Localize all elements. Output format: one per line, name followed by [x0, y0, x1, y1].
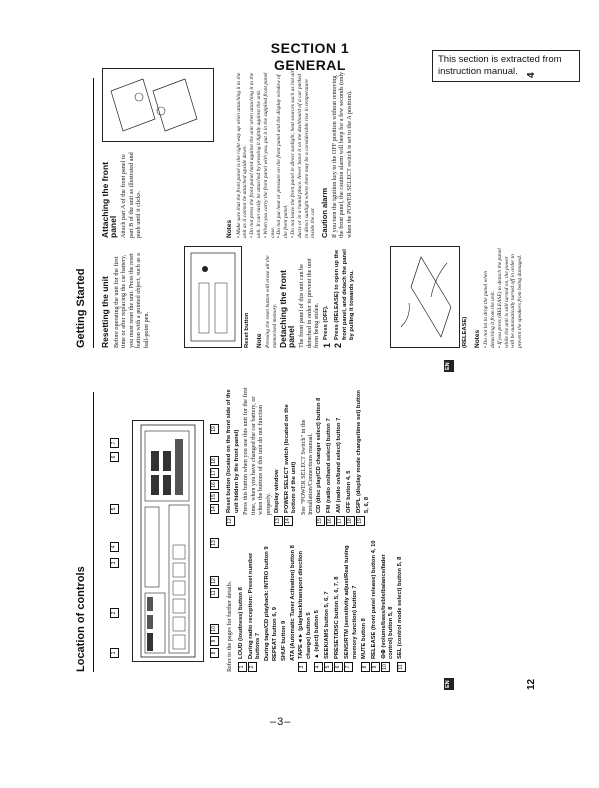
list-item [281, 532, 289, 672]
controls-col-2 [226, 386, 372, 526]
list-item [361, 532, 370, 672]
controls-list-1 [238, 532, 406, 672]
item-number: 4 [314, 662, 323, 672]
callout-label: 11 [210, 588, 219, 598]
step-number: 1 [321, 342, 332, 348]
item-text: ATA (Automatic Tuner Activation) button 8 [289, 545, 296, 661]
lang-badge-right: EN [444, 360, 454, 372]
detach-heading: Detaching the front panel [278, 270, 296, 348]
callout-label: 12 [210, 576, 219, 586]
item-text: SENS/RTM (sensitivity adjust/Real tuning memory function) button 7 [344, 545, 358, 659]
detach-note: • Do not let to drop the panel when detaching it from the unit. [483, 270, 496, 348]
list-item [371, 532, 380, 672]
list-item [274, 386, 283, 526]
control-panel-drawing [133, 421, 203, 661]
list-item [316, 386, 325, 526]
item-text: Display window [273, 469, 280, 513]
extract-note-box: This section is extracted from instruction manual. [432, 50, 580, 82]
item-text: See "POWER SELECT Switch" in the Installation/Connections manual. [299, 419, 315, 515]
callout-label: 4 [110, 542, 119, 552]
attach-note: • Do not leave the front panel in direct sunlight, heat sources such as hot air ducts or in a humid place. Never leave it on the dashboard of a car parked in direct sunlight where there may be a considerable rise in temperature inside the car. [289, 70, 317, 238]
callout-label: 2 [110, 608, 119, 618]
item-text: DSPL (display mode change/time set) button 5, 6, 8 [355, 390, 370, 513]
detach-step [334, 248, 357, 348]
item-text: SHUF button 9 [280, 620, 287, 661]
left-title-rule [93, 392, 94, 672]
list-item [290, 532, 298, 672]
attach-column [102, 148, 143, 238]
item-text: ▲ (eject) button 5 [314, 610, 321, 659]
list-item [314, 532, 323, 672]
item-number: 9 [371, 662, 380, 672]
lang-badge-left: EN [444, 678, 454, 690]
list-item [346, 386, 355, 526]
attach-illustration [102, 68, 214, 142]
item-text: Press this button when you use this unit for the first time, when you have changed the car battery, or when the buttons of this unit do not function properly. [242, 387, 272, 515]
detach-illustration [390, 246, 460, 348]
callout-label: 16 [210, 480, 219, 490]
callout-label: 15 [210, 492, 219, 502]
list-item [298, 532, 313, 672]
list-item [226, 386, 241, 526]
detach-notes [462, 248, 524, 348]
item-text: REPEAT button 6, 9 [272, 607, 279, 661]
detach-body: The front panel of this unit can be detached in order to prevent the unit from being stolen. [298, 258, 321, 348]
item-number: 12 [226, 516, 235, 526]
detach-drawing [391, 247, 459, 347]
reset-illustration [184, 246, 242, 348]
item-text: TAPE◄► (playback/transport direction change) button 5 [298, 550, 312, 659]
callout-label: 6 [110, 452, 119, 462]
item-text: During tape/CD playback: INTRO button 9 [263, 546, 270, 661]
list-item [326, 386, 335, 526]
callout-label: 7 [110, 438, 119, 448]
item-number: 10 [381, 662, 390, 672]
release-label: (RELEASE) [462, 316, 468, 348]
step-text: Press (OFF). [322, 305, 329, 340]
page-footer: –3– [270, 716, 292, 728]
list-item [272, 532, 280, 672]
section-number: SECTION 1 [270, 40, 350, 56]
item-text: CD (disc play/CD changer select) button 8 [315, 397, 322, 513]
callout-label: 19 [210, 424, 219, 434]
list-item [324, 532, 333, 672]
caution-heading: Caution alarm [320, 187, 330, 238]
list-item [248, 532, 263, 672]
detach-note: • If you press (RELEASE) to detach the panel while the unit is still turned on, the power will be automatically turned off in order to prevent the speakers from being damaged. [496, 248, 524, 348]
reset-note-title: Note [255, 333, 263, 348]
item-number: 17 [336, 516, 345, 526]
step-number: 2 [332, 342, 343, 348]
item-text: FM (radio on/band select) button 7 [325, 418, 332, 513]
item-text: During radio reception: Preset number buttons 7 [247, 552, 262, 659]
attach-note: • Make sure that the front panel is the right way up when attaching it to the unit as it cannot be attached upside down. [235, 72, 249, 238]
list-item [381, 532, 396, 672]
item-text: Reset button (located on the front side of the unit hidden by the front panel) [226, 389, 240, 513]
control-panel-illustration [132, 420, 204, 662]
reset-drawing [185, 247, 241, 347]
controls-col-1 [226, 532, 407, 672]
list-item [284, 386, 299, 526]
list-item [397, 532, 406, 672]
list-item [344, 532, 359, 672]
item-text: SEL (control mode select) button 5, 8 [396, 556, 403, 659]
callout-label: 5 [110, 504, 119, 514]
item-number: 16 [326, 516, 335, 526]
list-item [356, 386, 371, 526]
list-item [242, 386, 272, 526]
attach-note: • Do not press the front panel hard against the unit when attaching it to the unit. It can easily be attached by pressing it lightly against the unit. [249, 72, 262, 238]
page-number-left: 12 [526, 678, 537, 690]
attach-note: • When you carry the front panel with you, put it in the supplied front panel case. [262, 72, 276, 238]
attach-body: Attach part A of the front panel to part B of the unit as illustrated and push until it clicks. [120, 152, 143, 238]
callout-label: 17 [210, 468, 219, 478]
item-number: 6 [334, 662, 343, 672]
item-number: 3 [298, 662, 307, 672]
item-number: 11 [397, 662, 406, 672]
attach-note: • Do not put heat or pressure on the front panel and the display window of the front panel. [276, 74, 290, 238]
right-title: Getting Started [75, 268, 87, 348]
list-item [334, 532, 343, 672]
left-title: Location of controls [75, 566, 87, 672]
reset-label-area [244, 248, 279, 348]
item-text: ⊖⊕ (volume/bass/treble/balance/fader control) button 5, 8 [380, 554, 395, 659]
reset-note: Pressing the reset button will erase all the memorized memory. [265, 255, 278, 348]
callout-label: 3 [110, 558, 119, 568]
callout-label: 14 [210, 504, 219, 514]
item-text: OFF button 4, 5 [345, 470, 352, 513]
list-item [264, 532, 272, 672]
detach-step [323, 248, 332, 348]
item-text: SEEK/AMS button 5, 6, 7 [324, 591, 331, 659]
detach-notes-title: Notes [473, 329, 481, 348]
callout-label: 8 [210, 648, 219, 658]
item-text: MUTE button 8 [360, 618, 367, 659]
list-item [300, 386, 315, 526]
page-number-right: 4 [526, 72, 537, 78]
callout-label: 13 [210, 538, 219, 548]
item-number: 2 [248, 662, 257, 672]
manual-scan [72, 62, 548, 698]
detach-column [280, 248, 359, 348]
reset-heading: Resetting the unit [100, 276, 110, 348]
attach-drawing [103, 69, 213, 141]
item-number: 5 [324, 662, 333, 672]
item-number: 19 [356, 516, 365, 526]
caution-body: If you turn the ignition key to the OFF position without removing the front panel, the caution alarm will beep for a few seconds (only when the POWER SELECT switch is set to the A position). [330, 71, 353, 238]
item-text: LOUD (loudness) button 8 [237, 587, 244, 659]
callout-label: 18 [210, 456, 219, 466]
item-number: 18 [346, 516, 355, 526]
item-number: 7 [344, 662, 353, 672]
item-number: 1 [238, 662, 247, 672]
item-number: 13 [274, 516, 283, 526]
section-title: GENERAL [274, 57, 346, 73]
getting-started-page [72, 62, 548, 378]
controls-list-2 [226, 386, 371, 526]
callout-label: 10 [210, 624, 219, 634]
step-text: Press (RELEASE) to open up the front panel, and detach the panel by pulling it towards you. [333, 249, 356, 340]
item-number: 8 [361, 662, 370, 672]
reset-body: Before operating the unit for the first time or after replacing the car battery, you must reset the unit. Press the reset button with a pointed object, such as a ball-point pen. [112, 253, 150, 348]
attach-heading: Attaching the front panel [100, 161, 118, 238]
list-item [336, 386, 345, 526]
callout-label: 1 [110, 648, 119, 658]
item-number: 14 [284, 516, 293, 526]
attach-notes [222, 70, 354, 238]
item-text: POWER SELECT switch (located on the bottom of the unit) [283, 404, 298, 513]
list-item [238, 532, 247, 672]
attach-notes-title: Notes [226, 219, 233, 238]
item-text: RELEASE (front panel release) button 4, 10 [370, 540, 377, 659]
item-number: 15 [316, 516, 325, 526]
rotated-spread [72, 62, 548, 698]
item-text: AM (radio on/band select) button 7 [335, 417, 342, 513]
item-text: PRESET/DISC button 5, 6, 7, 8 [334, 576, 341, 659]
callout-label: 9 [210, 636, 219, 646]
refer-text: Refer to the pages for further details. [226, 580, 233, 672]
reset-button-label: Reset button [244, 312, 250, 348]
reset-column [102, 248, 151, 348]
right-title-rule [93, 78, 94, 348]
location-of-controls-page [72, 380, 548, 698]
